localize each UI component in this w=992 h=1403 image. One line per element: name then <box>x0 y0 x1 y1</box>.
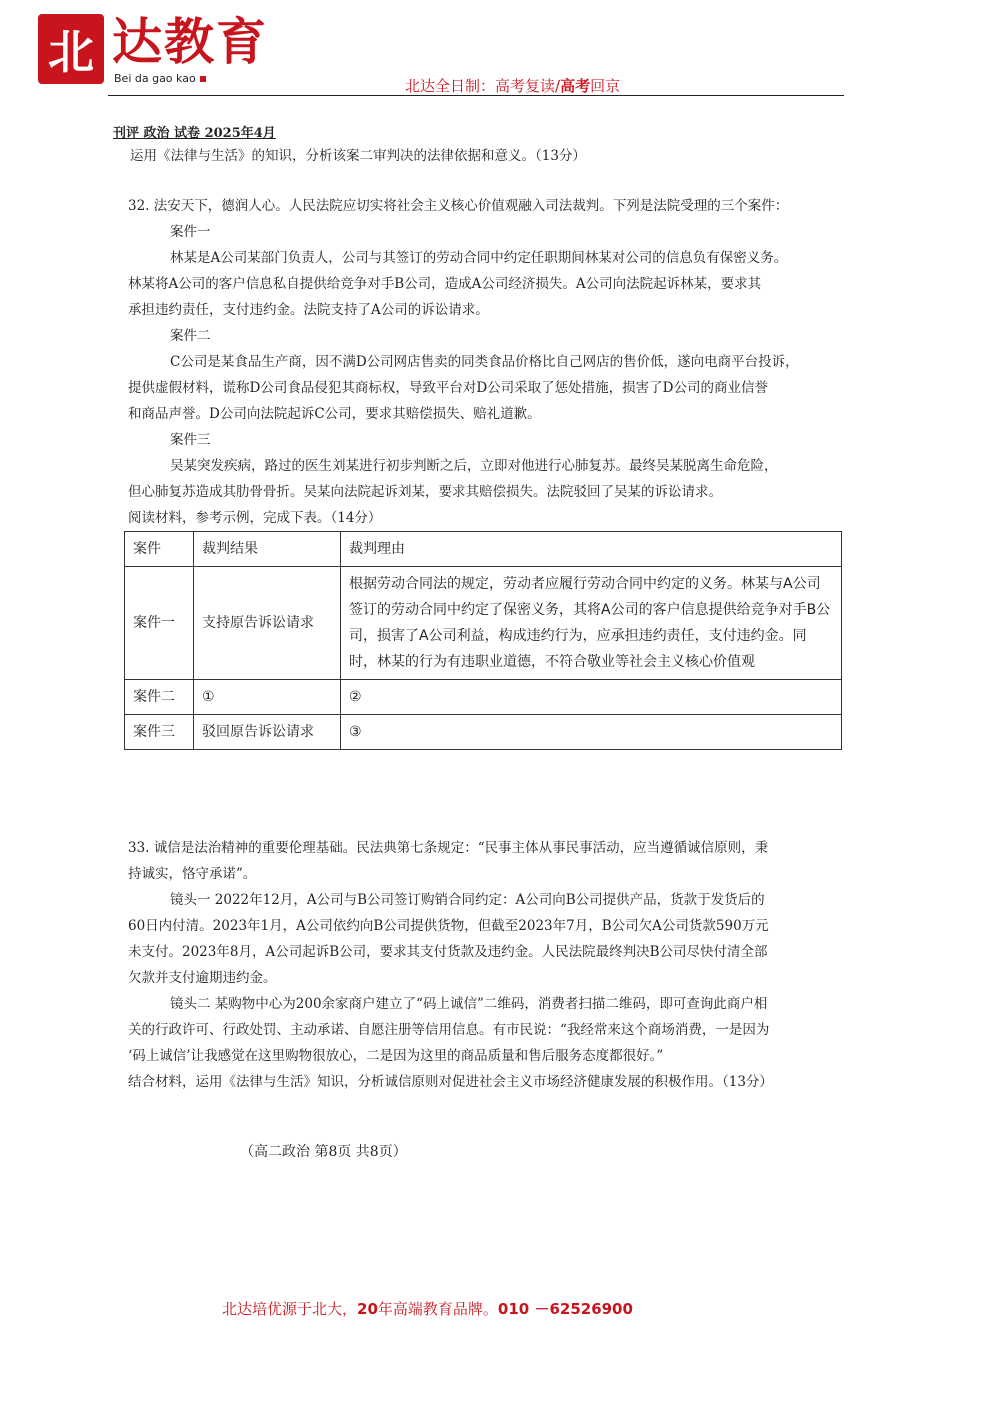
footer-brand: 北达培优源于北大，20年高端教育品牌。010 －62526900 <box>222 1300 633 1318</box>
case3-line: 但心肺复苏造成其肋骨骨折。吴某向法院起诉刘某，要求其赔偿损失。法院驳回了吴某的诉讼请求。 <box>128 484 722 500</box>
case2-line: C公司是某食品生产商，因不满D公司网店售卖的同类食品价格比自己网店的售价低，遂向电商平台投诉， <box>170 354 799 370</box>
scene1-line: 60日内付清。2023年1月，A公司依约向B公司提供货物，但截至2023年7月，B公司欠A公司货款590万元 <box>128 918 769 934</box>
logo-subtitle: Bei da gao kao <box>114 72 206 85</box>
case-name-cell: 案件三 <box>125 715 194 750</box>
q33-task: 结合材料，运用《法律与生活》知识，分析诚信原则对促进社会主义市场经济健康发展的积极作用。（13分） <box>128 1074 773 1090</box>
scene2-line: 镜头二 某购物中心为200余家商户建立了“码上诚信”二维码，消费者扫描二维码，即可查询此商户相 <box>170 996 768 1012</box>
case2-line: 提供虚假材料，谎称D公司食品侵犯其商标权，导致平台对D公司采取了惩处措施，损害了D公司的商业信誉 <box>128 380 768 396</box>
logo-mark: 北 <box>38 14 104 84</box>
case1-line: 林某是A公司某部门负责人，公司与其签订的劳动合同中约定任职期间林某对公司的信息负有保密义务。 <box>170 250 788 266</box>
case-name-cell: 案件二 <box>125 680 194 715</box>
logo-title: 达教育 <box>112 12 268 71</box>
scene1-line: 镜头一 2022年12月，A公司与B公司签订购销合同约定：A公司向B公司提供产品，货款于发货后的 <box>170 892 765 908</box>
q32-stem: 32. 法安天下，德润人心。人民法院应切实将社会主义核心价值观融入司法裁判。下列是法院受理的三个案件： <box>128 198 789 214</box>
scene1-line: 未支付。2023年8月，A公司起诉B公司，要求其支付货款及违约金。人民法院最终判决B公司尽快付清全部 <box>128 944 768 960</box>
case-table <box>124 531 842 750</box>
q33-stem: 持诚实，恪守承诺”。 <box>128 866 257 882</box>
q31-task: 运用《法律与生活》的知识，分析该案二审判决的法律依据和意义。（13分） <box>130 148 586 164</box>
case2-line: 和商品声誉。D公司向法院起诉C公司，要求其赔偿损失、赔礼道歉。 <box>128 406 541 422</box>
q33-stem: 33. 诚信是法治精神的重要伦理基础。民法典第七条规定：“民事主体从事民事活动，应当遵循诚信原则，秉 <box>128 840 769 856</box>
header-divider <box>108 95 844 96</box>
table-header-cell: 裁判理由 <box>341 532 842 567</box>
scene2-line: 关的行政许可、行政处罚、主动承诺、自愿注册等信用信息。有市民说：“我经常来这个商场消费，一是因为 <box>128 1022 770 1038</box>
scene2-line: ‘码上诚信’让我感觉在这里购物很放心，二是因为这里的商品质量和售后服务态度都很好。” <box>128 1048 664 1064</box>
logo-dot-icon <box>200 76 206 82</box>
reason-cell: ② <box>341 680 842 715</box>
reason-cell: 根据劳动合同法的规定，劳动者应履行劳动合同中约定的义务。林某与A公司签订的劳动合同中约定了保密义务，其将A公司的客户信息提供给竞争对手B公司，损害了A公司利益，构成违约行为，应承担违约责任，支付违约金。同时，林某的行为有违职业道德，不符合敬业等社会主义核心价值观 <box>341 567 842 680</box>
result-cell: 驳回原告诉讼请求 <box>194 715 341 750</box>
reason-cell: ③ <box>341 715 842 750</box>
case1-title: 案件一 <box>170 224 211 240</box>
case3-line: 吴某突发疾病，路过的医生刘某进行初步判断之后，立即对他进行心肺复苏。最终吴某脱离生命危险， <box>170 458 778 474</box>
result-cell: ① <box>194 680 341 715</box>
scene1-line: 欠款并支付逾期违约金。 <box>128 970 277 986</box>
case1-line: 林某将A公司的客户信息私自提供给竞争对手B公司，造成A公司经济损失。A公司向法院起诉林某，要求其 <box>128 276 762 292</box>
header-slogan: 北达全日制：高考复读/高考回京 <box>405 77 621 95</box>
table-row <box>125 567 842 680</box>
case1-line: 承担违约责任，支付违约金。法院支持了A公司的诉讼请求。 <box>128 302 489 318</box>
result-cell: 支持原告诉讼请求 <box>194 567 341 680</box>
table-header-row <box>125 532 842 567</box>
q32-task: 阅读材料，参考示例，完成下表。（14分） <box>128 510 382 526</box>
case2-title: 案件二 <box>170 328 211 344</box>
table-row <box>125 715 842 750</box>
case3-title: 案件三 <box>170 432 211 448</box>
page-number: （高二政治 第8页 共8页） <box>240 1144 407 1160</box>
case-name-cell: 案件一 <box>125 567 194 680</box>
table-header-cell: 案件 <box>125 532 194 567</box>
table-header-cell: 裁判结果 <box>194 532 341 567</box>
exam-tag: 刊评 政治 试卷 2025年4月 <box>113 126 276 141</box>
table-row <box>125 680 842 715</box>
